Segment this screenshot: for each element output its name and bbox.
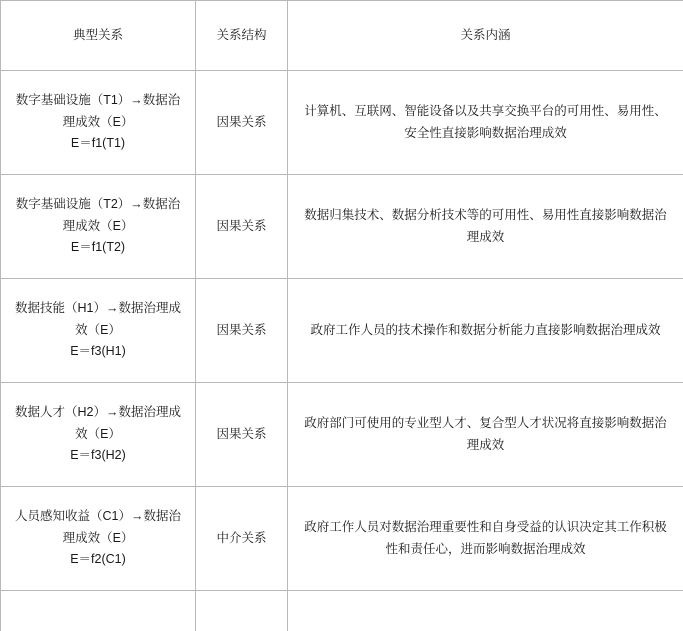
cell-structure: 因果关系: [196, 383, 288, 487]
relation-text: 数据技能（H1）→数据治理成效（E）: [15, 301, 181, 337]
table-header-row: [1, 1, 683, 71]
relation-formula: E＝f2(C1): [13, 549, 183, 571]
cell-structure: 因果关系: [196, 71, 288, 175]
relation-formula: E＝f1(T2): [13, 237, 183, 259]
cell-meaning: 数据归集技术、数据分析技术等的可用性、易用性直接影响数据治理成效: [288, 175, 683, 279]
cell-structure: 中介关系: [196, 487, 288, 591]
table-row-partial: [1, 591, 683, 631]
cell-structure: 因果关系: [196, 279, 288, 383]
cell-meaning: 政府部门可使用的专业型人才、复合型人才状况将直接影响数据治理成效: [288, 383, 683, 487]
table-row: [1, 279, 683, 383]
relation-formula: E＝f3(H2): [13, 445, 183, 467]
relation-text: 数字基础设施（T1）→数据治理成效（E）: [16, 93, 181, 129]
cell-meaning: 政府工作人员对数据治理重要性和自身受益的认识决定其工作积极性和责任心，进而影响数据治理成效: [288, 487, 683, 591]
table-row: [1, 175, 683, 279]
table-head: [1, 1, 683, 71]
cell-relation: [1, 71, 196, 175]
cell-relation: [1, 175, 196, 279]
cell-relation: [1, 279, 196, 383]
cell-structure-partial: [196, 591, 288, 631]
table-row: [1, 383, 683, 487]
cell-relation: [1, 383, 196, 487]
cell-relation: [1, 487, 196, 591]
table-row: [1, 71, 683, 175]
cell-meaning-partial: [288, 591, 683, 631]
relation-formula: E＝f3(H1): [13, 341, 183, 363]
table-body: [1, 71, 683, 631]
cell-structure: 因果关系: [196, 175, 288, 279]
relation-formula: E＝f1(T1): [13, 133, 183, 155]
cell-meaning: 政府工作人员的技术操作和数据分析能力直接影响数据治理成效: [288, 279, 683, 383]
column-header-meaning: 关系内涵: [288, 1, 683, 71]
column-header-relation: 典型关系: [1, 1, 196, 71]
cell-relation-partial: [1, 591, 196, 631]
relation-text: 数据人才（H2）→数据治理成效（E）: [15, 405, 181, 441]
relation-text: 数字基础设施（T2）→数据治理成效（E）: [16, 197, 181, 233]
table-row: [1, 487, 683, 591]
relation-text: 人员感知收益（C1）→数据治理成效（E）: [15, 509, 181, 545]
column-header-structure: 关系结构: [196, 1, 288, 71]
cell-meaning: 计算机、互联网、智能设备以及共享交换平台的可用性、易用性、安全性直接影响数据治理成效: [288, 71, 683, 175]
